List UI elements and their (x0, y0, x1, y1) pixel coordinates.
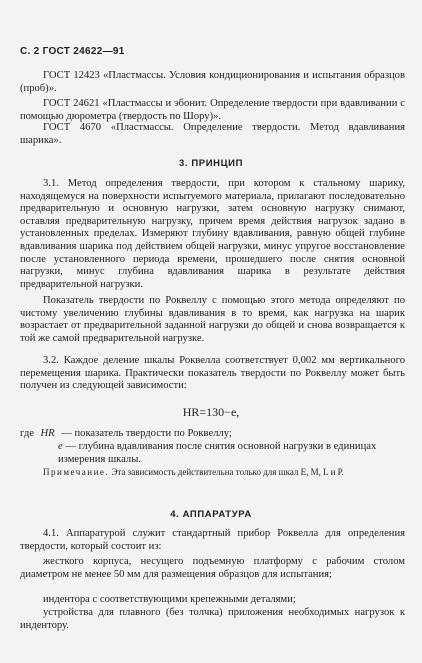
legend-text-e: — глубина вдавливания после снятия основной нагрузки в единицах измерения шкалы. (58, 441, 377, 465)
reference-gost-24621: ГОСТ 24621 «Пластмассы и эбонит. Определение твердости при вдавливании с помощью дюрометра (твердость по Шору)». (20, 98, 405, 122)
section-3-1-paragraph: 3.1. Метод определения твердости, при котором к стальному шарику, находящемуся на поверхности испытуемого материала, прилагают последовательно предварительную и основную нагрузки, затем основную нагрузку снимают, оставляя предварительную нагрузку, причем время действия нагрузок задано в установленных пределах. Измеряют глубину вдавливания, равную общей глубине вдавливания шарика под действием общей нагрузки, минус упругое восстановление после установленного периода времени, прошедшего после снятия основной нагрузки, минус глубина вдавливания шарика в результате действия предварительной нагрузки. (20, 178, 405, 290)
section-3-title: 3. ПРИНЦИП (178, 158, 243, 169)
apparatus-item-indenter: индентора с соответствующими крепежными деталями; (43, 594, 296, 605)
section-3-2-paragraph: 3.2. Каждое деление шкалы Роквелла соответствует 0,002 мм вертикального перемещения шарика. Практически показатель твердости по Роквеллу может быть получен из следующей зависимости: (20, 355, 405, 392)
section-4-1-paragraph: 4.1. Аппаратурой служит стандартный прибор Роквелла для определения твердости, который состоит из: (20, 528, 405, 552)
apparatus-item-body: жесткого корпуса, несущего подъемную платформу с рабочим столом диаметром не менее 50 мм для размещения образцов для испытания; (20, 556, 405, 580)
reference-gost-12423: ГОСТ 12423 «Пластмассы. Условия кондиционирования и испытания образцов (проб)». (20, 70, 405, 94)
legend-symbol-hr: HR (40, 428, 55, 439)
page-header: С. 2 ГОСТ 24622—91 (20, 46, 125, 57)
formula: HR=130−e, (182, 405, 240, 419)
note-text: Эта зависимость действительна только для шкал Е, М, L и Р. (111, 467, 344, 477)
reference-gost-4670: ГОСТ 4670 «Пластмассы. Определение твердости. Метод вдавливания шарика». (20, 122, 405, 146)
legend-symbol-e: e (58, 441, 63, 452)
note (20, 466, 405, 479)
section-4-title: 4. АППАРАТУРА (170, 509, 252, 520)
formula-legend-hr (20, 428, 410, 441)
legend-text-hr: — показатель твердости по Роквеллу; (61, 428, 232, 439)
section-3-1-paragraph-2: Показатель твердости по Роквеллу с помощью этого метода определяют по чистому увеличению глубины вдавливания в то время, как нагрузка на шарик возрастает от предварительной заданной нагрузки до общей и снова возвращается к той же самой предварительной нагрузке. (20, 295, 405, 344)
formula-legend-e (20, 441, 416, 466)
apparatus-item-loading-device: устройства для плавного (без толчка) приложения необходимых нагрузок к индентору. (20, 607, 405, 631)
legend-lead: где (20, 428, 34, 439)
note-label: Примечание. (43, 467, 110, 477)
